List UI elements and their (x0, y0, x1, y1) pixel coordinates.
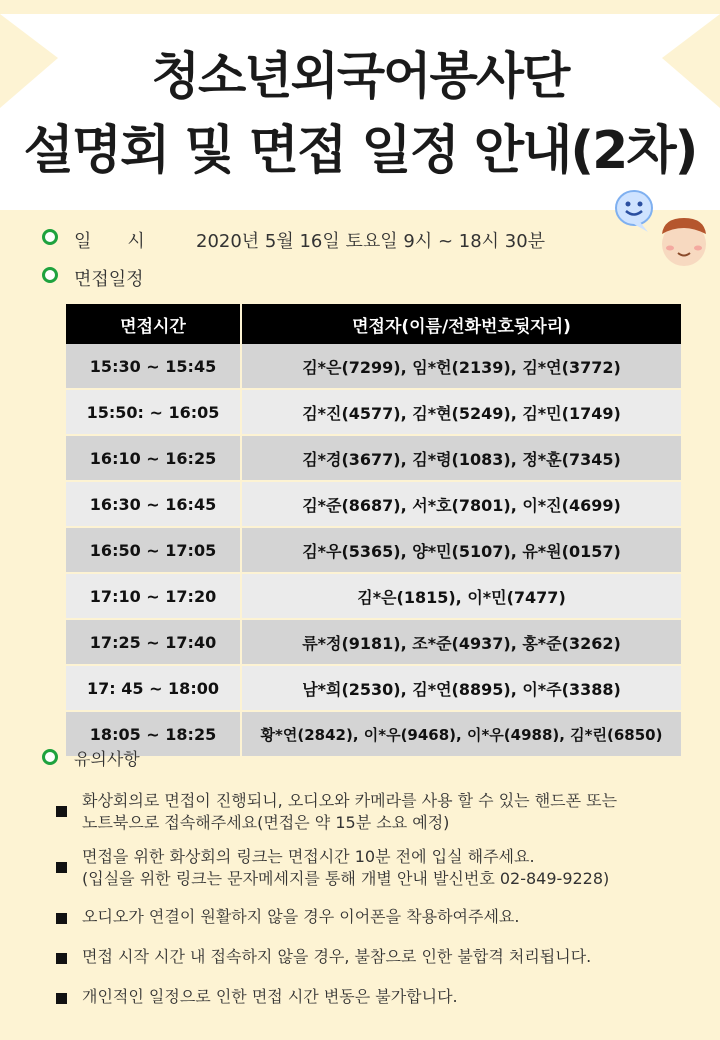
interviewees-cell: 김*진(4577), 김*현(5249), 김*민(1749) (241, 389, 681, 435)
time-cell: 15:50: ~ 16:05 (66, 389, 241, 435)
time-cell: 18:05 ~ 18:25 (66, 711, 241, 757)
time-cell: 16:50 ~ 17:05 (66, 527, 241, 573)
square-bullet-icon (56, 993, 67, 1004)
square-bullet-icon (56, 913, 67, 924)
interviewees-cell: 김*준(8687), 서*호(7801), 이*진(4699) (241, 481, 681, 527)
note-line: 노트북으로 접속해주세요(면접은 약 15분 소요 예정) (82, 813, 450, 832)
schedule-table (66, 304, 681, 758)
interviewees-cell: 김*은(1815), 이*민(7477) (241, 573, 681, 619)
note-item (82, 846, 609, 890)
page-title-line1: 청소년외국어봉사단 (151, 47, 569, 105)
bullet-icon (42, 749, 58, 765)
table-row (66, 619, 681, 665)
smiley-speech-bubble-icon (612, 186, 712, 270)
schedule-label: 면접일정 (74, 269, 144, 290)
time-cell: 17:10 ~ 17:20 (66, 573, 241, 619)
page-title-line2: 설명회 및 면접 일정 안내(2차) (23, 121, 697, 181)
notes-label: 유의사항 (74, 750, 140, 770)
table-row (66, 344, 681, 389)
interviewees-cell: 김*은(7299), 임*헌(2139), 김*연(3772) (241, 344, 681, 389)
table-row (66, 573, 681, 619)
note-line: 개인적인 일정으로 인한 면접 시간 변동은 불가합니다. (82, 987, 458, 1006)
table-row (66, 389, 681, 435)
interviewees-cell: 김*경(3677), 김*령(1083), 정*훈(7345) (241, 435, 681, 481)
table-row (66, 435, 681, 481)
date-label: 일 시 (74, 231, 145, 252)
note-item (82, 946, 591, 968)
interviewees-cell: 김*우(5365), 양*민(5107), 유*원(0157) (241, 527, 681, 573)
face-emoji-icon (662, 218, 706, 266)
table-row (66, 527, 681, 573)
note-item (82, 906, 519, 928)
note-item (82, 986, 458, 1008)
table-row (66, 481, 681, 527)
interviewees-cell: 황*연(2842), 이*우(9468), 이*우(4988), 김*린(6850) (241, 711, 681, 757)
interviewees-cell: 류*정(9181), 조*준(4937), 홍*준(3262) (241, 619, 681, 665)
time-cell: 16:10 ~ 16:25 (66, 435, 241, 481)
time-cell: 15:30 ~ 15:45 (66, 344, 241, 389)
table-header-row (66, 304, 681, 344)
date-value: 2020년 5월 16일 토요일 9시 ~ 18시 30분 (196, 231, 546, 252)
note-line: 오디오가 연결이 원활하지 않을 경우 이어폰을 착용하여주세요. (82, 907, 520, 926)
time-cell: 17:25 ~ 17:40 (66, 619, 241, 665)
time-cell: 16:30 ~ 16:45 (66, 481, 241, 527)
note-item (82, 790, 617, 834)
header-interviewees: 면접자(이름/전화번호뒷자리) (241, 304, 681, 344)
square-bullet-icon (56, 806, 67, 817)
note-line: 화상회의로 면접이 진행되니, 오디오와 카메라를 사용 할 수 있는 핸드폰 또는 (82, 791, 618, 810)
bullet-icon (42, 267, 58, 283)
square-bullet-icon (56, 953, 67, 964)
table-row (66, 711, 681, 757)
time-cell: 17: 45 ~ 18:00 (66, 665, 241, 711)
bullet-icon (42, 229, 58, 245)
table-row (66, 665, 681, 711)
square-bullet-icon (56, 862, 67, 873)
interviewees-cell: 남*희(2530), 김*연(8895), 이*주(3388) (241, 665, 681, 711)
note-line: 면접을 위한 화상회의 링크는 면접시간 10분 전에 입실 해주세요. (82, 847, 535, 866)
note-line: 면접 시작 시간 내 접속하지 않을 경우, 불참으로 인한 불합격 처리됩니다. (82, 947, 592, 966)
note-line: (입실을 위한 링크는 문자메세지를 통해 개별 안내 발신번호 02-849-9228) (82, 869, 610, 888)
header-time: 면접시간 (66, 304, 241, 344)
